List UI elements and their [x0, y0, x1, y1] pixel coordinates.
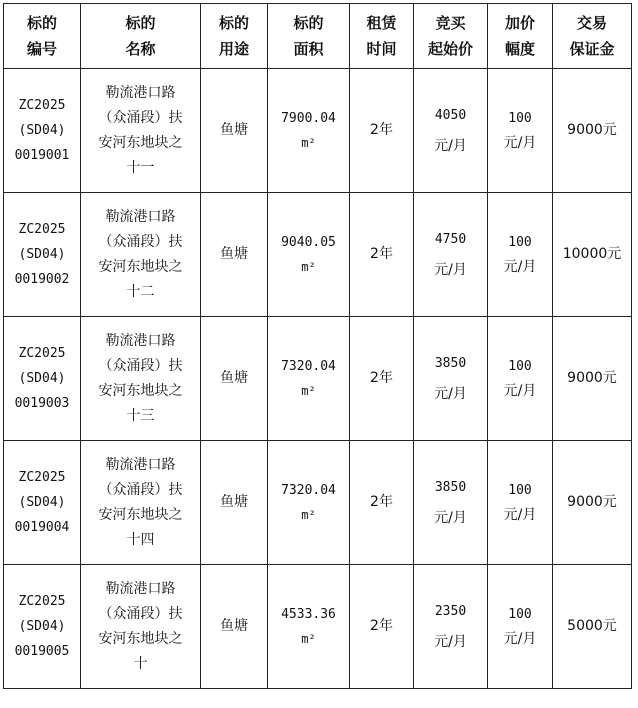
- lot-area-cell: 7900.04 m²: [268, 69, 350, 193]
- bid-increment-cell: 100 元/月: [488, 317, 553, 441]
- lot-area-cell: 4533.36 m²: [268, 565, 350, 689]
- lot-use-cell: 鱼塘: [201, 69, 268, 193]
- header-lot-name: 标的 名称: [81, 4, 201, 69]
- lot-use-cell: 鱼塘: [201, 441, 268, 565]
- starting-price-cell: 2350 元/月: [414, 565, 488, 689]
- header-deposit: 交易 保证金: [553, 4, 632, 69]
- header-bid-increment: 加价 幅度: [488, 4, 553, 69]
- table-row: [4, 441, 632, 565]
- header-lease-term: 租赁 时间: [350, 4, 414, 69]
- starting-price-cell: 4050 元/月: [414, 69, 488, 193]
- lease-term-cell: 2年: [350, 441, 414, 565]
- lot-code-cell: ZC2025 (SD04) 0019005: [4, 565, 81, 689]
- bid-increment-cell: 100 元/月: [488, 565, 553, 689]
- table-row: [4, 317, 632, 441]
- deposit-cell: 9000元: [553, 317, 632, 441]
- lot-code-cell: ZC2025 (SD04) 0019001: [4, 69, 81, 193]
- lot-code-cell: ZC2025 (SD04) 0019002: [4, 193, 81, 317]
- lot-name-cell: 勒流港口路 （众涌段）扶 安河东地块之 十二: [81, 193, 201, 317]
- header-starting-price: 竞买 起始价: [414, 4, 488, 69]
- lot-area-cell: 7320.04 m²: [268, 441, 350, 565]
- deposit-cell: 9000元: [553, 69, 632, 193]
- lot-code-cell: ZC2025 (SD04) 0019004: [4, 441, 81, 565]
- lot-code-cell: ZC2025 (SD04) 0019003: [4, 317, 81, 441]
- starting-price-cell: 3850 元/月: [414, 317, 488, 441]
- bid-increment-cell: 100 元/月: [488, 69, 553, 193]
- lot-area-cell: 7320.04 m²: [268, 317, 350, 441]
- table-row: [4, 565, 632, 689]
- lot-use-cell: 鱼塘: [201, 565, 268, 689]
- header-row: [4, 4, 632, 69]
- lease-term-cell: 2年: [350, 193, 414, 317]
- deposit-cell: 5000元: [553, 565, 632, 689]
- lot-use-cell: 鱼塘: [201, 317, 268, 441]
- table-row: [4, 69, 632, 193]
- lot-name-cell: 勒流港口路 （众涌段）扶 安河东地块之 十四: [81, 441, 201, 565]
- bid-increment-cell: 100 元/月: [488, 193, 553, 317]
- lease-term-cell: 2年: [350, 317, 414, 441]
- lease-term-cell: 2年: [350, 565, 414, 689]
- bid-lots-table: [3, 3, 632, 689]
- table-row: [4, 193, 632, 317]
- bid-increment-cell: 100 元/月: [488, 441, 553, 565]
- lot-area-cell: 9040.05 m²: [268, 193, 350, 317]
- lot-use-cell: 鱼塘: [201, 193, 268, 317]
- lot-name-cell: 勒流港口路 （众涌段）扶 安河东地块之 十: [81, 565, 201, 689]
- lot-name-cell: 勒流港口路 （众涌段）扶 安河东地块之 十三: [81, 317, 201, 441]
- starting-price-cell: 3850 元/月: [414, 441, 488, 565]
- header-lot-code: 标的 编号: [4, 4, 81, 69]
- deposit-cell: 9000元: [553, 441, 632, 565]
- lot-name-cell: 勒流港口路 （众涌段）扶 安河东地块之 十一: [81, 69, 201, 193]
- header-lot-area: 标的 面积: [268, 4, 350, 69]
- deposit-cell: 10000元: [553, 193, 632, 317]
- lease-term-cell: 2年: [350, 69, 414, 193]
- header-lot-use: 标的 用途: [201, 4, 268, 69]
- starting-price-cell: 4750 元/月: [414, 193, 488, 317]
